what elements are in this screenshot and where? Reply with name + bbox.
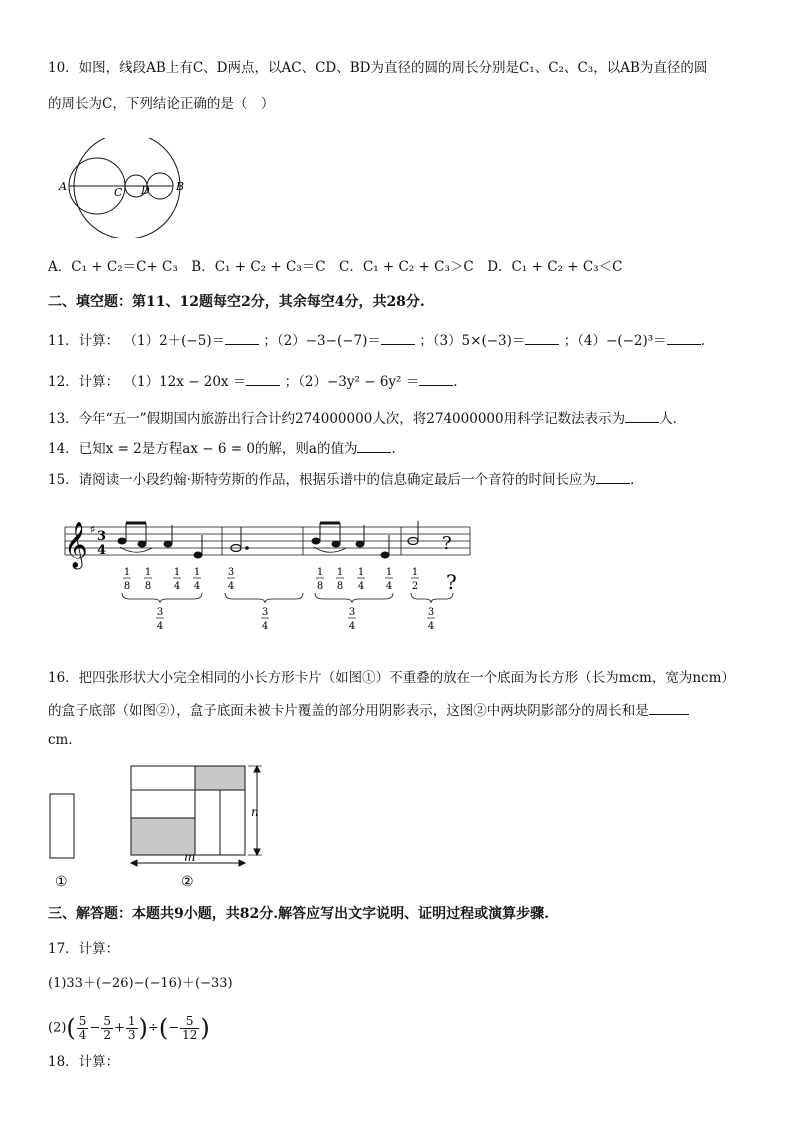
q11-part1: （1）2＋(−5)＝ — [123, 333, 226, 349]
q17-frac-b-num: 5 — [103, 1013, 111, 1028]
q17-title: 17．计算： — [48, 941, 120, 957]
q10-options: A．C₁ + C₂＝C+ C₃ B．C₁ + C₂ + C₃＝C C．C₁ + C₂ + C₃＞C D．C₁ + C₂ + C₃＜C — [48, 259, 623, 275]
m1-den-4: 4 — [193, 581, 201, 592]
m3-num-4: 1 — [385, 567, 393, 578]
q10-circles-figure — [55, 138, 195, 238]
total-num-4: 3 — [427, 607, 435, 618]
m2-num-1: 3 — [227, 567, 235, 578]
q16-blank[interactable] — [649, 700, 689, 715]
m3-den-2: 8 — [336, 581, 344, 592]
q11-prefix: 11．计算： — [48, 333, 120, 349]
total-den-1: 4 — [156, 621, 164, 632]
m1-den-1: 8 — [123, 581, 131, 592]
m1-den-2: 8 — [144, 581, 152, 592]
q14-blank[interactable] — [357, 438, 391, 453]
q11-blank3[interactable] — [525, 330, 559, 345]
q17-part2-prefix: (2) — [48, 1020, 67, 1036]
q13-line — [48, 408, 686, 429]
label-c: C — [114, 186, 123, 199]
q10-text-line2: 的周长为C，下列结论正确的是（ ） — [48, 96, 275, 112]
m3-num-1: 1 — [316, 567, 324, 578]
q15-end: . — [629, 472, 635, 488]
shaded-region-top — [195, 766, 245, 790]
q17-frac-c-num: 1 — [127, 1013, 136, 1028]
q15-blank[interactable] — [596, 469, 630, 484]
total-num-2: 3 — [261, 607, 269, 618]
q12-prefix: 12．计算： — [48, 374, 120, 390]
m1-den-3: 4 — [173, 581, 181, 592]
m1-num-1: 1 — [123, 567, 131, 578]
m4-den-1: 2 — [411, 581, 419, 592]
section3-heading: 三、解答题：本题共9小题，共82分.解答应写出文字说明、证明过程或演算步骤. — [48, 906, 549, 922]
label-b: B — [176, 180, 185, 193]
section2-heading: 二、填空题：第11、12题每空2分，其余每空4分，共28分. — [48, 294, 425, 310]
q12-end: . — [453, 374, 458, 390]
q18-title: 18．计算： — [48, 1054, 120, 1070]
q13-blank[interactable] — [625, 408, 659, 423]
m3-num-3: 1 — [357, 567, 365, 578]
q12-line — [48, 371, 458, 392]
m3-den-4: 4 — [385, 581, 393, 592]
q17-open-paren: ( — [66, 1014, 76, 1042]
q14-text: 14．已知x = 2是方程ax − 6 = 0的解，则a的值为 — [48, 441, 358, 457]
m3-num-2: 1 — [336, 567, 344, 578]
q17-part1: (1)33＋(−26)−(−16)＋(−33) — [48, 976, 233, 991]
time-sig-bottom: 4 — [97, 543, 107, 558]
q17-close-paren: ) — [138, 1014, 148, 1042]
music-score-figure — [60, 513, 480, 638]
q17-frac-a — [77, 1015, 89, 1042]
m1-num-3: 1 — [173, 567, 181, 578]
q16-text-line2 — [48, 700, 689, 721]
m3-den-3: 4 — [357, 581, 365, 592]
q10-text-line1: 10．如图，线段AB上有C、D两点，以AC、CD、BD为直径的圆的周长分别是C₁、C₂、C₃，以AB为直径的圆 — [48, 60, 708, 76]
fig1-label: ① — [55, 874, 68, 890]
total-den-3: 4 — [348, 621, 356, 632]
q11-line — [48, 330, 705, 351]
treble-clef-icon: 𝄞 — [64, 522, 88, 568]
q12-part1: （1）12x − 20x ＝ — [123, 374, 247, 390]
total-num-3: 3 — [348, 607, 356, 618]
q16-text-line3: cm． — [48, 732, 82, 748]
q17-open-paren-2: ( — [158, 1014, 169, 1042]
q17-frac-d — [180, 1015, 199, 1042]
q17-frac-a-num: 5 — [78, 1013, 87, 1028]
q11-part4: ；（4）−(−2)³＝ — [563, 333, 667, 349]
q13-end: 人． — [659, 411, 687, 427]
q11-part3: ；（3）5×(−3)＝ — [419, 333, 526, 349]
q17-frac-c — [126, 1015, 138, 1042]
q17-frac-d-num: 5 — [180, 1015, 199, 1029]
q12-blank1[interactable] — [246, 371, 280, 386]
m1-num-2: 1 — [144, 567, 152, 578]
time-sig-top: 3 — [97, 529, 107, 544]
label-a: A — [59, 180, 67, 193]
total-den-2: 4 — [261, 621, 269, 632]
q11-blank2[interactable] — [381, 330, 415, 345]
q17-frac-a-den: 4 — [78, 1027, 87, 1042]
q17-frac-d-den: 12 — [182, 1027, 198, 1042]
label-d: D — [141, 184, 150, 197]
q11-end: . — [700, 333, 705, 349]
q12-part2: ；（2）−3y² − 6y² ＝ — [284, 374, 420, 390]
q11-blank4[interactable] — [667, 330, 701, 345]
m4-question-mark: ? — [446, 570, 457, 594]
q17-frac-c-den: 3 — [127, 1027, 136, 1042]
fig2-label: ② — [181, 874, 194, 890]
q15-line — [48, 469, 634, 490]
n-label: n — [251, 805, 259, 819]
q17-part2: (2)( $\frac{5}{4}$ − $\frac{5}{2}$ + $\frac{1}{3}$ )÷(− $\frac{5}{12}$ ) — [48, 1013, 210, 1042]
m-label: m — [184, 850, 196, 864]
q17-close-paren-2: ) — [200, 1014, 210, 1042]
total-num-1: 3 — [156, 607, 164, 618]
total-den-4: 4 — [427, 621, 435, 632]
q16-text2: 的盒子底部（如图②），盒子底面未被卡片覆盖的部分用阴影表示，这图②中两块阴影部分的周长和是 — [48, 703, 649, 719]
q11-part2: ；（2）−3−(−7)＝ — [263, 333, 381, 349]
m2-den-1: 4 — [227, 581, 235, 592]
m1-num-4: 1 — [193, 567, 201, 578]
q16-figures — [40, 760, 280, 890]
q17-frac-b-den: 2 — [103, 1027, 111, 1042]
sharp-sign: ♯ — [90, 523, 96, 536]
q13-text: 13．今年“五一”假期国内旅游出行合计约274000000人次，将274000000用科学记数法表示为 — [48, 411, 626, 427]
q15-text: 15．请阅读一小段约翰·斯特劳斯的作品，根据乐谱中的信息确定最后一个音符的时间长应为 — [48, 472, 596, 488]
q16-text-line1: 16．把四张形状大小完全相同的小长方形卡片（如图①）不重叠的放在一个底面为长方形（长为mcm，宽为ncm） — [48, 670, 735, 686]
m4-num-1: 1 — [411, 567, 419, 578]
m3-den-1: 8 — [316, 581, 324, 592]
card-figure-1 — [50, 794, 74, 858]
score-question-mark: ? — [442, 533, 452, 554]
q17-frac-b — [101, 1015, 113, 1042]
q14-end: . — [391, 441, 396, 457]
q11-blank1[interactable] — [225, 330, 259, 345]
q12-blank2[interactable] — [419, 371, 453, 386]
circle-ab — [74, 138, 180, 238]
q14-line — [48, 438, 396, 459]
